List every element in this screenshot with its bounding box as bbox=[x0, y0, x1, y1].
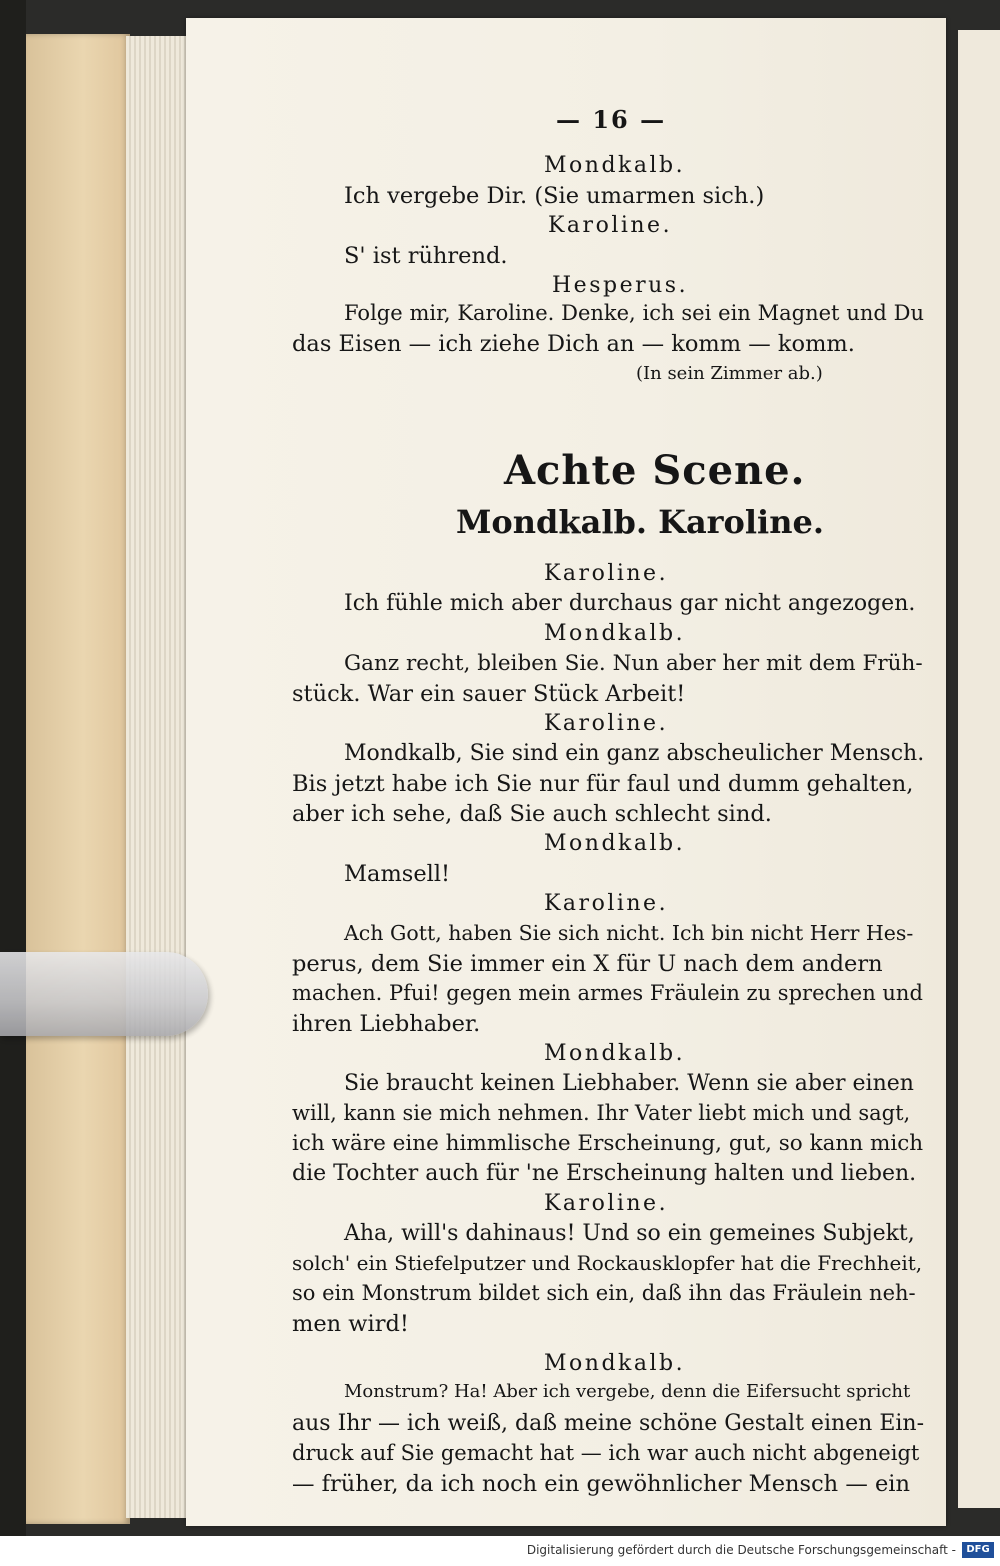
dialogue-line: will, kann sie mich nehmen. Ihr Vater liebt mich und sagt, bbox=[292, 1101, 911, 1125]
dialogue-line: Ich fühle mich aber durchaus gar nicht angezogen. bbox=[344, 591, 916, 616]
dialogue-line: ich wäre eine himmlische Erscheinung, gut, so kann mich bbox=[292, 1131, 924, 1156]
dialogue-line: stück. War ein sauer Stück Arbeit! bbox=[292, 681, 686, 707]
dialogue-line: solch' ein Stiefelputzer und Rockausklopfer hat die Frechheit, bbox=[292, 1251, 923, 1275]
page-number: — 16 — bbox=[556, 105, 667, 134]
dialogue-line: Ganz recht, bleiben Sie. Nun aber her mit dem Früh- bbox=[344, 651, 923, 676]
speaker-name: Karoline. bbox=[544, 561, 669, 586]
dialogue-line: aber ich sehe, daß Sie auch schlecht sind. bbox=[292, 801, 772, 827]
speaker-name: Karoline. bbox=[544, 891, 669, 916]
dialogue-line: Ach Gott, haben Sie sich nicht. Ich bin nicht Herr Hes- bbox=[344, 921, 914, 945]
dialogue-line: Mamsell! bbox=[344, 861, 451, 887]
speaker-name: Mondkalb. bbox=[544, 621, 686, 646]
dialogue-line: perus, dem Sie immer ein X für U nach dem andern bbox=[292, 951, 883, 977]
dialogue-line: druck auf Sie gemacht hat — ich war auch nicht abgeneigt bbox=[292, 1441, 920, 1465]
speaker-name: Karoline. bbox=[548, 213, 673, 238]
speaker-name: Karoline. bbox=[544, 1191, 669, 1216]
footer-bar bbox=[0, 1536, 1000, 1566]
next-page-fragment bbox=[958, 30, 1000, 1508]
scan-background-edge bbox=[0, 0, 26, 1566]
dialogue-line: Folge mir, Karoline. Denke, ich sei ein Magnet und Du bbox=[344, 301, 924, 325]
dialogue-line: Ich vergebe Dir. (Sie umarmen sich.) bbox=[344, 183, 765, 209]
dialogue-line: so ein Monstrum bildet sich ein, daß ihn das Fräulein neh- bbox=[292, 1281, 916, 1305]
dialogue-line: aus Ihr — ich weiß, daß meine schöne Gestalt einen Ein- bbox=[292, 1411, 925, 1436]
page-clip-bookmark bbox=[0, 952, 208, 1036]
dialogue-line: Mondkalb, Sie sind ein ganz abscheulicher Mensch. bbox=[344, 741, 925, 766]
speaker-name: Hesperus. bbox=[552, 273, 689, 298]
scene-characters: Mondkalb. Karoline. bbox=[456, 503, 824, 541]
dialogue-line: ihren Liebhaber. bbox=[292, 1011, 481, 1037]
dialogue-line: Sie braucht keinen Liebhaber. Wenn sie aber einen bbox=[344, 1071, 914, 1096]
footer-credit: Digitalisierung gefördert durch die Deutsche Forschungsgemeinschaft - bbox=[526, 1543, 956, 1557]
speaker-name: Mondkalb. bbox=[544, 831, 686, 856]
dialogue-line: die Tochter auch für 'ne Erscheinung halten und lieben. bbox=[292, 1161, 917, 1186]
dialogue-line: men wird! bbox=[292, 1311, 409, 1337]
dialogue-line: machen. Pfui! gegen mein armes Fräulein zu sprechen und bbox=[292, 981, 923, 1005]
book-cover-edge bbox=[26, 34, 130, 1524]
dfg-logo: DFG bbox=[962, 1542, 994, 1558]
speaker-name: Mondkalb. bbox=[544, 1041, 686, 1066]
speaker-name: Mondkalb. bbox=[544, 153, 686, 178]
dialogue-line: Bis jetzt habe ich Sie nur für faul und dumm gehalten, bbox=[292, 771, 914, 797]
dialogue-line: Monstrum? Ha! Aber ich vergebe, denn die Eifersucht spricht bbox=[344, 1381, 911, 1402]
speaker-name: Mondkalb. bbox=[544, 1351, 686, 1376]
speaker-name: Karoline. bbox=[544, 711, 669, 736]
dialogue-line: das Eisen — ich ziehe Dich an — komm — komm. bbox=[292, 331, 855, 357]
dialogue-line: — früher, da ich noch ein gewöhnlicher Mensch — ein bbox=[292, 1471, 910, 1497]
stage-direction: (In sein Zimmer ab.) bbox=[636, 363, 823, 384]
dialogue-line: S' ist rührend. bbox=[344, 243, 508, 269]
scene-title: Achte Scene. bbox=[504, 447, 806, 494]
dialogue-line: Aha, will's dahinaus! Und so ein gemeines Subjekt, bbox=[344, 1221, 915, 1246]
